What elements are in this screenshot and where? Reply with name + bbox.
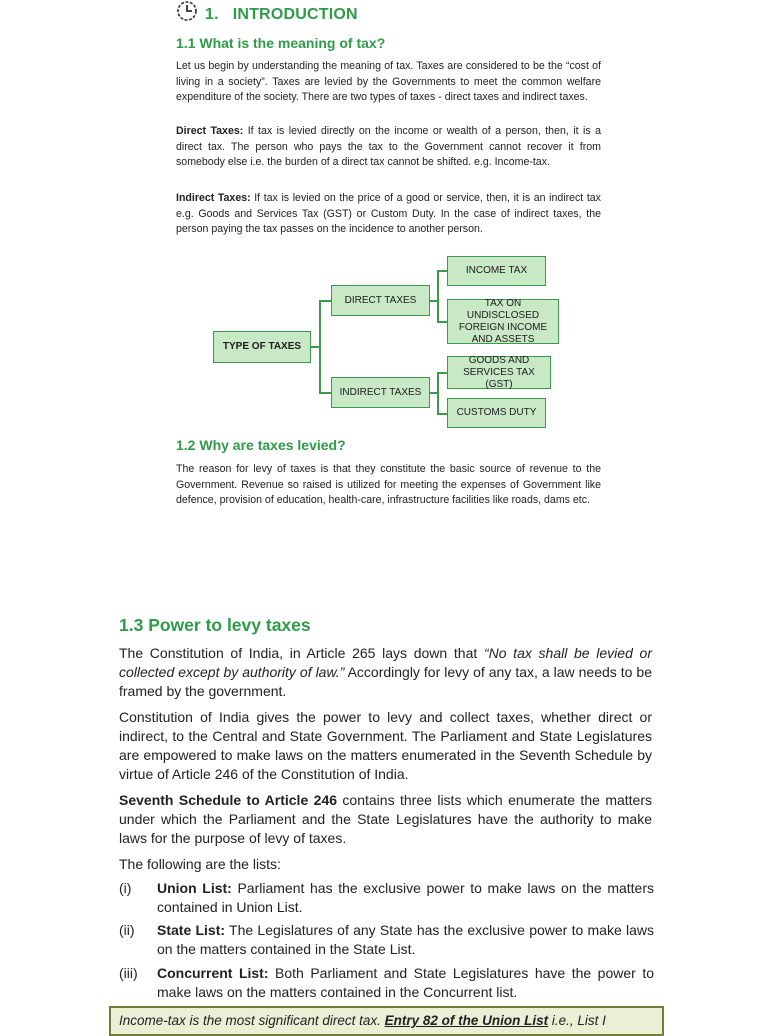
section-1-1-paragraph: Let us begin by understanding the meaning of tax. Taxes are considered to be the “cost of living in a society”. Taxes are levied by the Governments to meet the common welfare expenditure of the society. There are two types of taxes - direct taxes and indirect taxes.	[176, 60, 601, 103]
direct-taxes-paragraph: Direct Taxes: If tax is levied directly on the income or wealth of a person, then, it is a direct tax. The person who pays the tax to the Government cannot recover it from somebody else i.e. the burden of a direct tax cannot be shifted. e.g. Income-tax.	[176, 125, 601, 168]
section-1-2-paragraph: The reason for levy of taxes is that they constitute the basic source of revenue to the Government. Revenue so raised is utilized for meeting the expenses of Government like defence, provision of education, health-care, infrastructure facilities like roads, dams etc.	[176, 463, 601, 506]
direct-taxes-box: DIRECT TAXES	[331, 285, 430, 316]
section-1-3-paragraph-2: Constitution of India gives the power to levy and collect taxes, whether direct or indirect, to the Central and State Government. The Parliament and State Legislatures are empowered to make laws on the matters enumerated in the Seventh Schedule by virtue of Article 246 of the Constitution of India.	[119, 709, 652, 782]
income-tax-box: INCOME TAX	[447, 256, 546, 286]
clock-icon	[175, 0, 199, 22]
list-item-state: (ii) State List: The Legislatures of any State has the exclusive power to make laws on the matters contained in the State List.	[119, 922, 654, 957]
indirect-taxes-paragraph: Indirect Taxes: If tax is levied on the price of a good or service, then, it is an indirect tax e.g. Goods and Services Tax (GST) or Custom Duty. In the case of indirect taxes, the person paying the tax passes on the incidence to another person.	[176, 192, 601, 235]
undisclosed-income-box: TAX ON UNDISCLOSED FOREIGN INCOME AND ASSETS	[447, 299, 559, 344]
section-1-3-heading: 1.3 Power to levy taxes	[119, 615, 311, 635]
type-of-taxes-box: TYPE OF TAXES	[213, 331, 311, 363]
customs-duty-box: CUSTOMS DUTY	[447, 398, 546, 428]
section-1-2-heading: 1.2 Why are taxes levied?	[176, 437, 346, 453]
indirect-taxes-box: INDIRECT TAXES	[331, 377, 430, 408]
gst-box: GOODS AND SERVICES TAX (GST)	[447, 356, 551, 389]
note-box: Income-tax is the most significant direct tax. Entry 82 of the Union List i.e., List I	[109, 1006, 664, 1036]
section-1-3-paragraph-3: Seventh Schedule to Article 246 contains three lists which enumerate the matters under which the Parliament and the State Legislatures have the authority to make laws for the purpose of levy of taxes.	[119, 792, 652, 846]
list-item-union: (i) Union List: Parliament has the exclusive power to make laws on the matters contained in Union List.	[119, 880, 654, 915]
section-1-1-heading: 1.1 What is the meaning of tax?	[176, 35, 386, 51]
page-title: 1. INTRODUCTION	[205, 6, 358, 23]
list-item-concurrent: (iii) Concurrent List: Both Parliament and State Legislatures have the power to make laws on the matters contained in the Concurrent list.	[119, 965, 655, 1000]
section-1-3-paragraph-1: The Constitution of India, in Article 265 lays down that “No tax shall be levied or collected except by authority of law.” Accordingly for levy of any tax, a law needs to be framed by the government.	[119, 645, 652, 699]
lists-intro: The following are the lists:	[119, 856, 281, 872]
